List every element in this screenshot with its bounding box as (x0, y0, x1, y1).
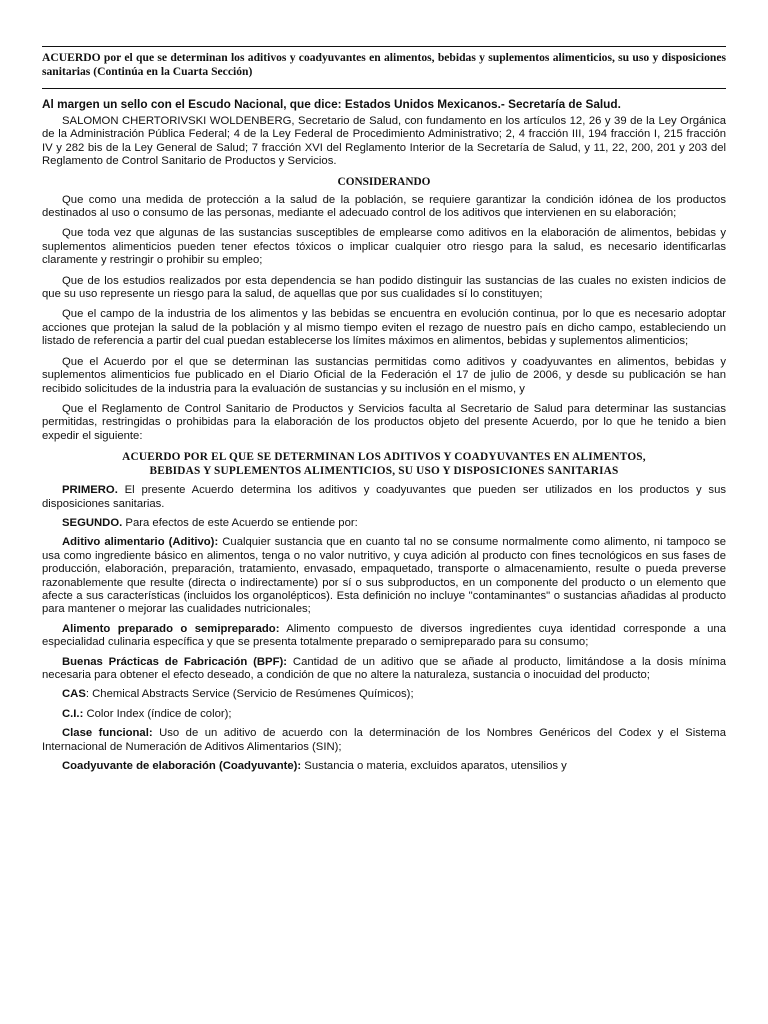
acuerdo-heading-line: ACUERDO POR EL QUE SE DETERMINAN LOS ADITIVOS Y COADYUVANTES EN ALIMENTOS, (122, 451, 646, 464)
definition-text: : Chemical Abstracts Service (Servicio de Resúmenes Químicos); (85, 688, 414, 701)
considerando-paragraph: Que como una medida de protección a la salud de la población, se requiere garantizar la condición idónea de los productos destinados al uso o consumo de las personas, mediante el adecuado control de los aditivos que intervienen en su elaboración; (42, 193, 726, 220)
definition-item (42, 656, 726, 683)
definition-term: C.I.: (62, 707, 84, 720)
definition-text: Cantidad de un aditivo que se añade al producto, limitándose a la dosis mínima necesaria para obtener el efecto deseado, a condición de que no altere la naturaleza, sustancia o inocuidad del producto; (42, 655, 726, 681)
considerando-paragraph: Que de los estudios realizados por esta dependencia se han podido distinguir las sustancias de las cuales no existen indicios de que su uso represente un riesgo para la salud, de aquellas que por sus cualidades sí lo constituyen; (42, 274, 726, 301)
intro-paragraph: SALOMON CHERTORIVSKI WOLDENBERG, Secretario de Salud, con fundamento en los artículos 12, 26 y 39 de la Ley Orgánica de la Administración Pública Federal; 4 de la Ley Federal de Procedimiento Administrativo; 2, 4 fracción III, 194 fracción I, 215 fracción IV y 282 bis de la Ley General de Salud; 7 fracción XVI del Reglamento Interior de la Secretaría de Salud, y 11, 22, 200, 201 y 203 del Reglamento de Control Sanitario de Productos y Servicios. (42, 115, 726, 168)
title-divider (42, 88, 726, 89)
definition-text: Uso de un aditivo de acuerdo con la determinación de los Nombres Genéricos del Codex y el Sistema Internacional de Numeración de Aditivos Alimentarios (SIN); (42, 727, 726, 753)
definition-term: Aditivo alimentario (Aditivo): (62, 536, 219, 549)
definition-item (42, 760, 726, 773)
considerando-paragraph: Que el Acuerdo por el que se determinan las sustancias permitidas como aditivos y coadyuvantes en alimentos, bebidas y suplementos alimenticios fue publicado en el Diario Oficial de la Federación el 17 de julio de 2006, y desde su publicación se han recibido solicitudes de la industria para la evaluación de sustancias y su inclusión en el mismo, y (42, 355, 726, 395)
definition-text: Cualquier sustancia que en cuanto tal no se consume normalmente como alimento, ni tampoco se usa como ingrediente básico en alimentos, tenga o no valor nutritivo, y cuya adición al producto con fines tecnológicos en sus fases de producción, elaboración, preparación, tratamiento, envasado, empaquetado, transporte o almacenamiento, resulte o pueda preverse razonablemente que resulte (directa o indirectamente) por sí o sus subproductos, en un componente del producto o un elemento que afecte a sus características (incluidos los organolépticos). Esta definición no incluye "contaminantes" o sustancias añadidas al producto para mantener o mejorar las cualidades nutricionales; (42, 536, 726, 616)
definition-term: Alimento preparado o semipreparado: (62, 622, 280, 635)
article-label: PRIMERO. (62, 484, 118, 497)
definition-text: Color Index (índice de color); (83, 707, 232, 720)
definition-item (42, 536, 726, 616)
document-title: ACUERDO por el que se determinan los aditivos y coadyuvantes en alimentos, bebidas y suplementos alimenticios, su uso y disposiciones sanitarias (Continúa en la Cuarta Sección) (42, 51, 726, 78)
article-text: Para efectos de este Acuerdo se entiende por: (122, 516, 358, 529)
definition-item (42, 623, 726, 650)
article-label: SEGUNDO. (62, 516, 123, 529)
definition-text: Sustancia o materia, excluidos aparatos, utensilios y (301, 760, 567, 773)
definition-item (42, 727, 726, 754)
article-text: El presente Acuerdo determina los aditivos y coadyuvantes que pueden ser utilizados en los productos y sus disposiciones sanitarias. (42, 484, 726, 510)
definition-term: Clase funcional: (62, 727, 153, 740)
document-page (42, 46, 726, 779)
definition-term: CAS (62, 688, 86, 701)
margin-note: Al margen un sello con el Escudo Nacional, que dice: Estados Unidos Mexicanos.- Secretaría de Salud. (42, 97, 621, 111)
considerando-paragraph: Que el Reglamento de Control Sanitario de Productos y Servicios faculta al Secretario de Salud para determinar las sustancias permitidas, restringidas o prohibidas para la elaboración de los productos objeto del presente Acuerdo, por lo que he tenido a bien expedir el siguiente: (42, 402, 726, 442)
considerando-heading: CONSIDERANDO (337, 175, 431, 188)
acuerdo-heading-line: BEBIDAS Y SUPLEMENTOS ALIMENTICIOS, SU USO Y DISPOSICIONES SANITARIAS (149, 465, 619, 478)
considerando-paragraph: Que el campo de la industria de los alimentos y las bebidas se encuentra en evolución continua, por lo que es necesario adoptar acciones que protejan la salud de la población y al mismo tiempo eviten el rezago de nuestro país en dicho campo, estableciendo un listado de referencia a partir del cual puedan establecerse los límites máximos en alimentos, bebidas y suplementos alimenticios; (42, 308, 726, 348)
definition-text: Alimento compuesto de diversos ingredientes cuya identidad corresponde a una especialidad culinaria específica y que se presenta totalmente preparado o semipreparado para su consumo; (42, 622, 727, 649)
acuerdo-heading (42, 450, 726, 478)
definition-term: Coadyuvante de elaboración (Coadyuvante): (62, 760, 302, 773)
article-segundo (42, 517, 726, 530)
considerando-paragraph: Que toda vez que algunas de las sustancias susceptibles de emplearse como aditivos en la elaboración de alimentos, bebidas y suplementos alimenticios pueden tener efectos tóxicos o implicar cualquier otro riesgo para la salud, es necesario identificarlas claramente y restringir o prohibir su empleo; (42, 227, 726, 267)
definition-term: Buenas Prácticas de Fabricación (BPF): (62, 655, 288, 668)
top-divider (42, 46, 726, 47)
definition-item (42, 708, 726, 721)
definition-item (42, 688, 726, 701)
article-primero (42, 484, 726, 511)
